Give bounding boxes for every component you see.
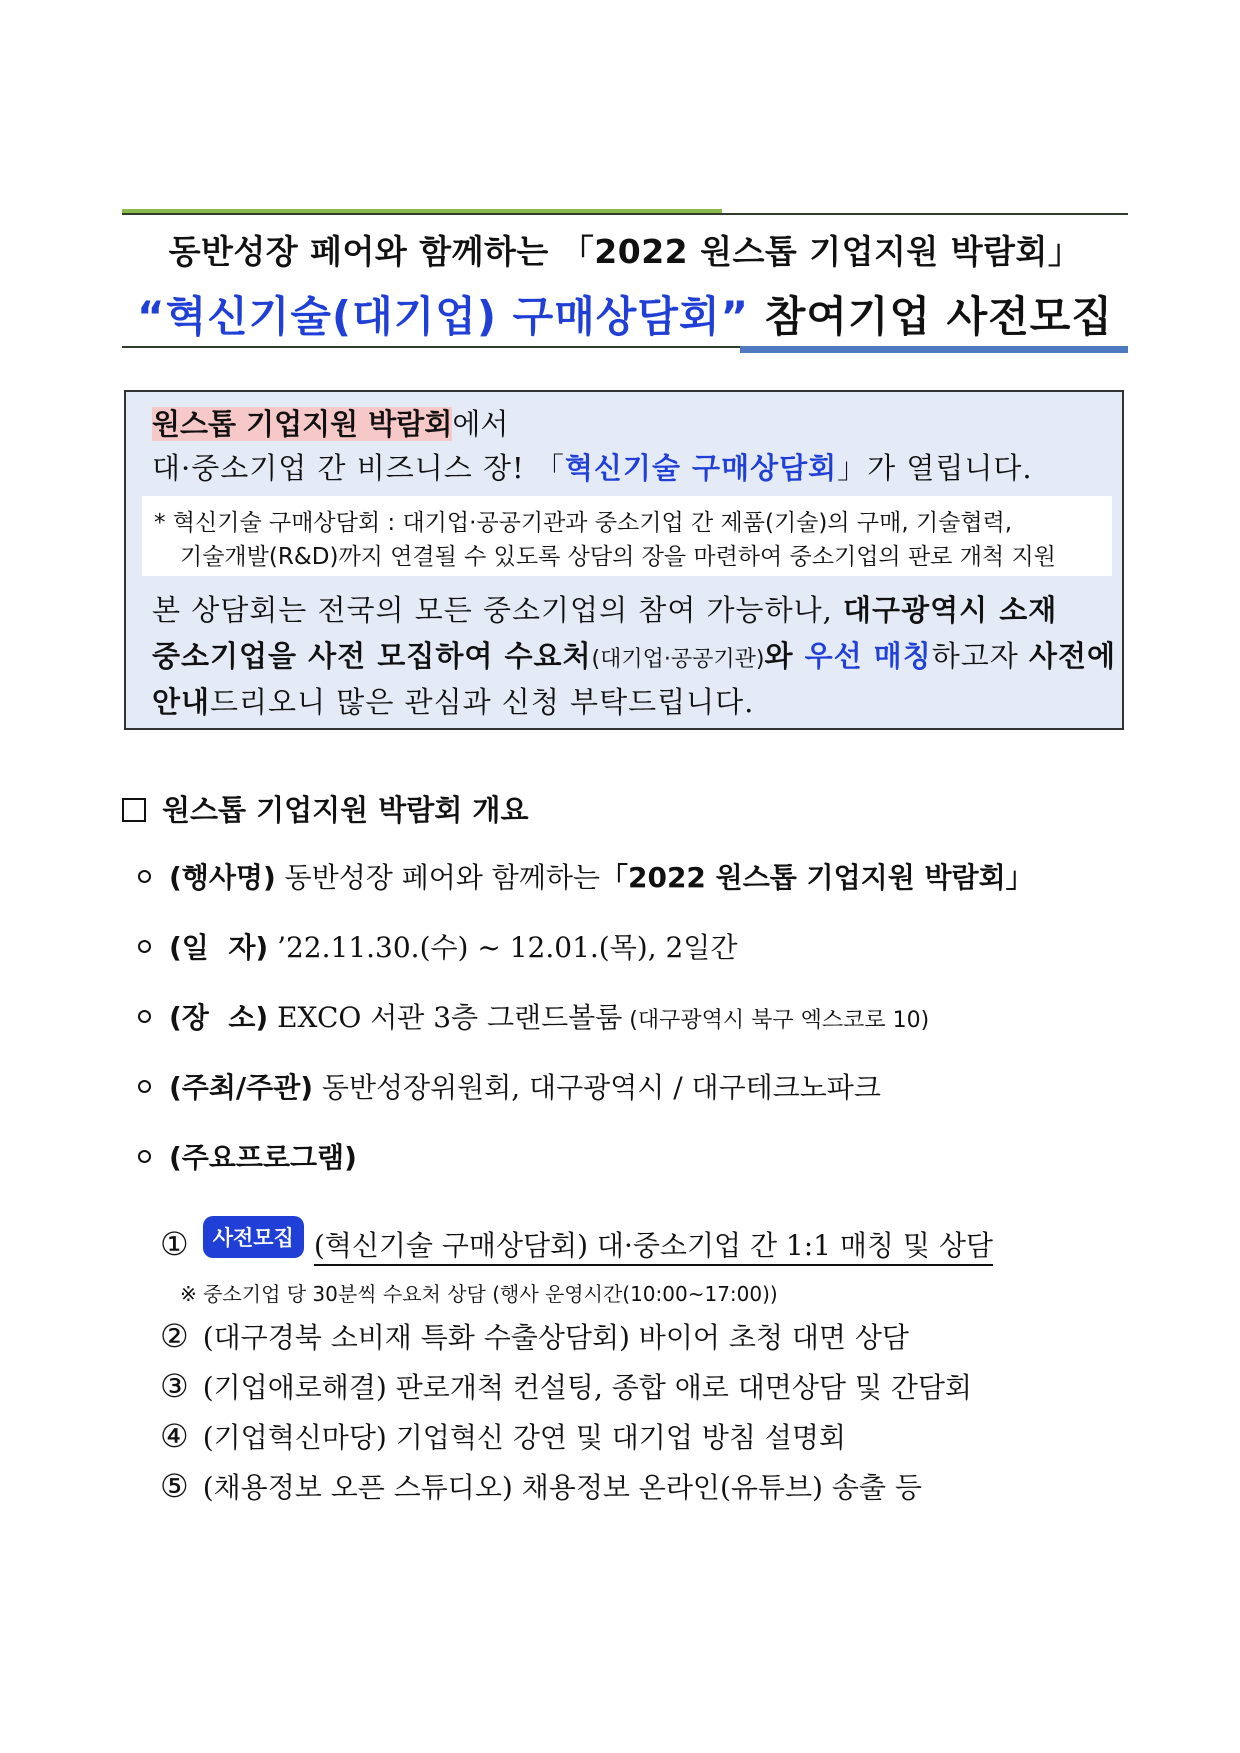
header-subtitle: 동반성장 페어와 함께하는 「2022 원스톱 기업지원 박람회」 [168, 232, 1082, 271]
item-label: (일 자) [169, 931, 269, 964]
page-title [122, 284, 1128, 344]
intro-box [124, 390, 1124, 730]
program-text: (기업애로해결) 판로개척 컨설팅, 종합 애로 대면상담 및 간담회 [202, 1371, 972, 1404]
p2-bold3: 사전에 [1028, 639, 1117, 673]
item-text: 동반성장 페어와 함께하는 [275, 861, 600, 894]
overview-item-organizer [138, 1066, 881, 1106]
program-item-4 [160, 1416, 846, 1456]
program-text: (채용정보 오픈 스튜디오) 채용정보 온라인(유튜브) 송출 등 [202, 1471, 922, 1504]
item-label: (주요프로그램) [169, 1141, 357, 1174]
header-dark-line [122, 213, 1128, 215]
overview-heading [122, 788, 528, 829]
overview-item-venue [138, 996, 929, 1036]
definition-note [142, 496, 1112, 576]
program-item-1 [160, 1216, 993, 1264]
note-line1: * 혁신기술 구매상담회 : 대기업·공공기관과 중소기업 간 제품(기술)의 구매, 기술협력, [154, 510, 1013, 536]
title-blue-part: “혁신기술(대기업) 구매상담회” [137, 292, 750, 341]
program-item-2 [160, 1316, 909, 1356]
header-bottom-rule [122, 346, 1128, 354]
program-item-5 [160, 1466, 922, 1506]
program-text: (대구경북 소비재 특화 수출상담회) 바이어 초청 대면 상담 [202, 1321, 909, 1354]
intro-paragraph-line3 [152, 680, 1112, 721]
circle-bullet-icon [138, 1010, 151, 1023]
item-text: ’22.11.30.(수) ~ 12.01.(목), 2일간 [268, 931, 738, 964]
item-label: (주최/주관) [169, 1071, 314, 1104]
item-text: 동반성장위원회, 대구광역시 / 대구테크노파크 [313, 1071, 881, 1104]
program-note: ※ 중소기업 당 30분씩 수요처 상담 (행사 운영시간(10:00~17:00)) [180, 1282, 778, 1306]
intro-line2-bold: 혁신기술 구매상담회 [564, 451, 838, 485]
square-bullet-icon [122, 798, 146, 822]
header-top-rule [122, 209, 1128, 215]
program-item-3 [160, 1366, 972, 1406]
intro-line2-pre: 대·중소기업 간 비즈니스 장! 「 [152, 451, 565, 485]
item-label: (장 소) [169, 1001, 269, 1034]
intro-highlight: 원스톱 기업지원 박람회 [152, 407, 453, 441]
p1-bold: 대구광역시 소재 [843, 593, 1058, 627]
title-rest: 참여기업 사전모집 [749, 292, 1113, 341]
intro-line2-post: 」가 열립니다. [837, 451, 1033, 485]
intro-paragraph-line1 [152, 588, 1112, 629]
header-blue-bar [740, 346, 1128, 353]
program-text: (혁신기술 구매상담회) 대·중소기업 간 1:1 매칭 및 상담 [314, 1229, 993, 1266]
overview-item-date [138, 926, 737, 966]
program-number: ⑤ [160, 1467, 189, 1505]
p1-normal: 본 상담회는 전국의 모든 중소기업의 참여 가능하나, [152, 593, 844, 627]
program-number: ④ [160, 1417, 189, 1455]
overview-heading-text: 원스톱 기업지원 박람회 개요 [162, 793, 529, 827]
program-number: ② [160, 1317, 189, 1355]
p2-small: (대기업·공공기관) [591, 647, 765, 672]
intro-line1-rest: 에서 [452, 407, 509, 441]
intro-line2 [152, 446, 1033, 487]
p2-bold2: 와 [764, 639, 805, 673]
circle-bullet-icon [138, 870, 151, 883]
intro-paragraph-line2 [152, 634, 1117, 675]
circle-bullet-icon [138, 1150, 151, 1163]
circle-bullet-icon [138, 940, 151, 953]
overview-item-programs [138, 1136, 357, 1176]
pre-recruit-badge: 사전모집 [203, 1216, 304, 1258]
intro-line1 [152, 402, 508, 443]
p3-normal: 드리오니 많은 관심과 신청 부탁드립니다. [210, 685, 755, 719]
program-number: ① [160, 1225, 189, 1263]
program-text: (기업혁신마당) 기업혁신 강연 및 대기업 방침 설명회 [202, 1421, 846, 1454]
p2-normal: 하고자 [931, 639, 1029, 673]
p2-blue: 우선 매칭 [804, 639, 932, 673]
note-line2: 기술개발(R&D)까지 연결될 수 있도록 상담의 장을 마련하여 중소기업의 판로 개척 지원 [180, 544, 1056, 570]
p2-bold1: 중소기업을 사전 모집하여 수요처 [152, 639, 592, 673]
item-bold: 「2022 원스톱 기업지원 박람회」 [599, 861, 1034, 894]
item-label: (행사명) [169, 861, 276, 894]
circle-bullet-icon [138, 1080, 151, 1093]
overview-item-event-name [138, 856, 1034, 896]
program-number: ③ [160, 1367, 189, 1405]
item-small: (대구광역시 북구 엑스코로 10) [622, 1008, 930, 1033]
item-text: EXCO 서관 3층 그랜드볼룸 [268, 1001, 623, 1034]
p3-bold: 안내 [152, 685, 211, 719]
